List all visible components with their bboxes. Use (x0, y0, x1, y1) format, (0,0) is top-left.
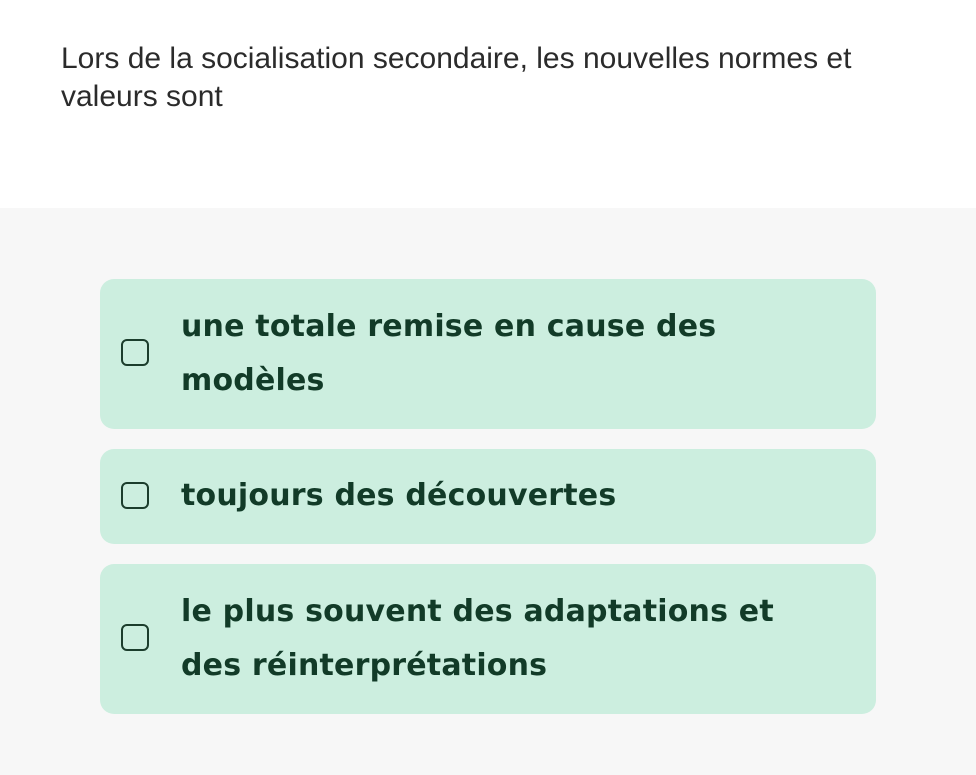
answer-option-label: toujours des découvertes (181, 478, 617, 513)
question-panel (0, 0, 976, 208)
checkbox-icon[interactable] (121, 339, 149, 366)
checkbox-icon[interactable] (121, 624, 149, 651)
answer-option-label: une totale remise en cause des modèles (181, 309, 717, 398)
answer-option-label: le plus souvent des adaptations et des réinterprétations (181, 594, 774, 683)
answer-options (100, 279, 876, 734)
checkbox-icon[interactable] (121, 482, 149, 509)
question-text: Lors de la socialisation secondaire, les nouvelles normes et valeurs sont (61, 42, 852, 113)
answer-option-1[interactable] (100, 279, 876, 429)
answer-option-3[interactable] (100, 564, 876, 714)
answer-option-2[interactable] (100, 449, 876, 544)
